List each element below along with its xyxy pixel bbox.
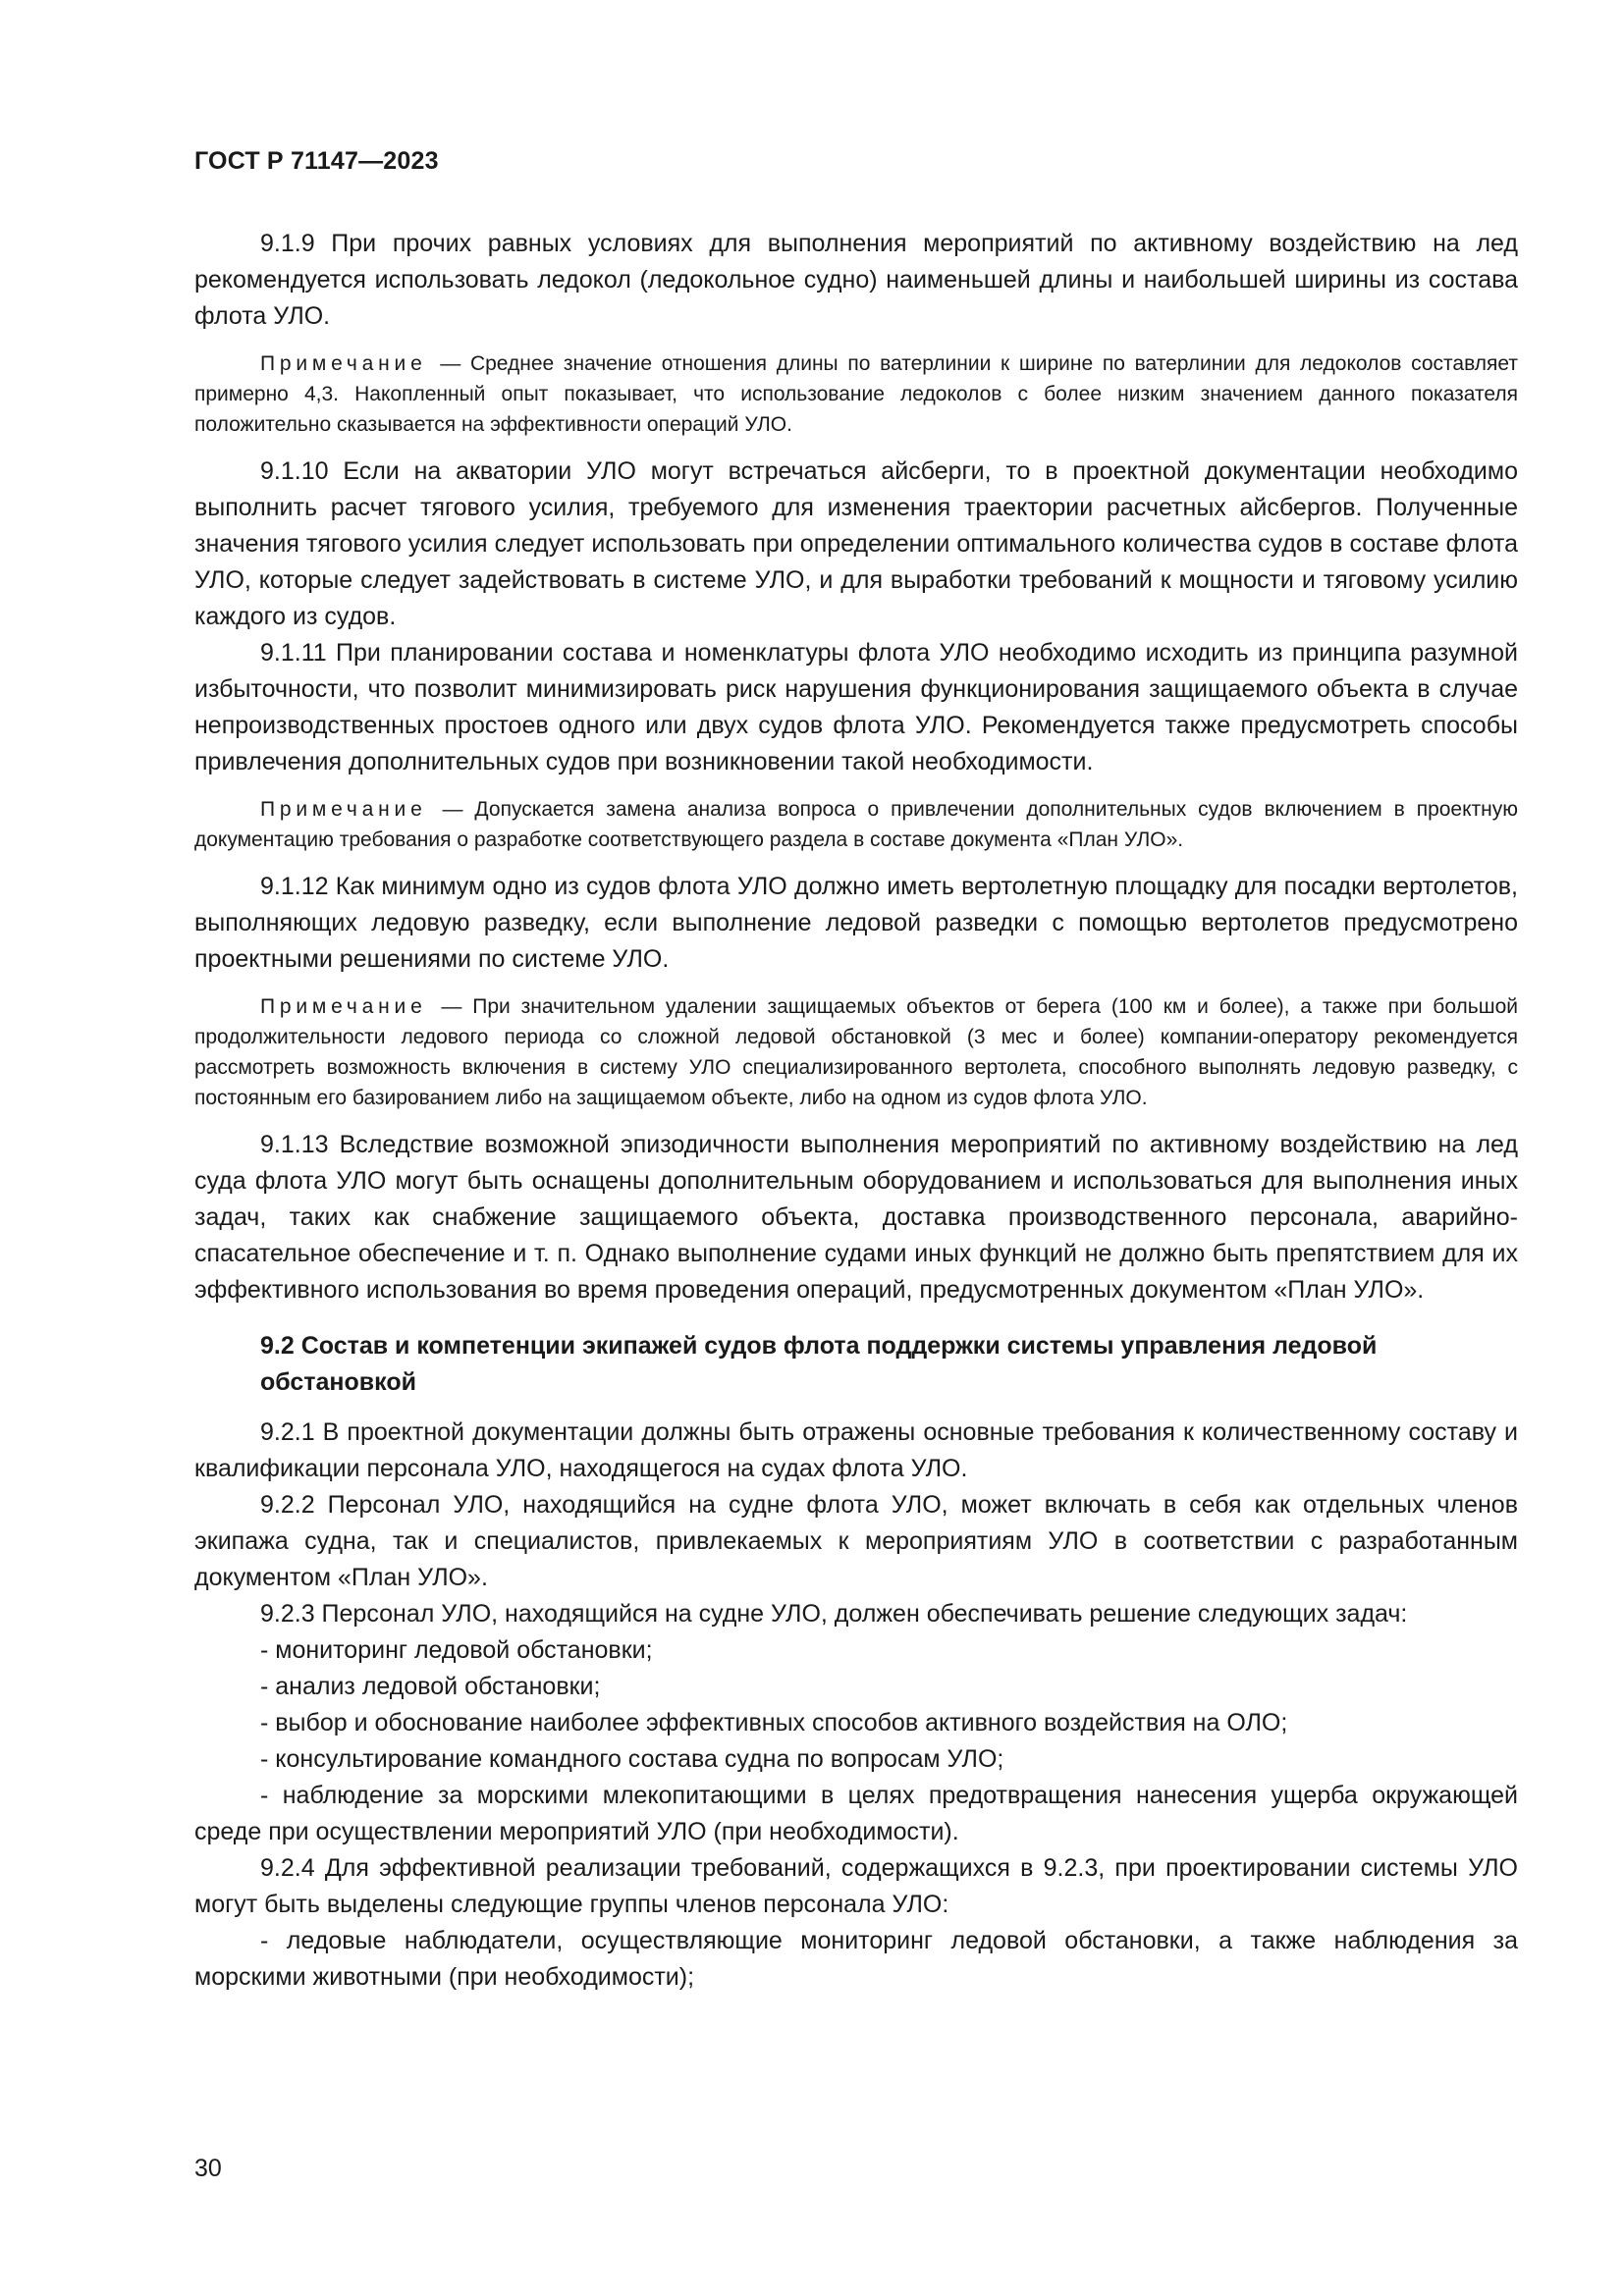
note-text: — Среднее значение отношения длины по ватерлинии к ширине по ватерлинии для ледоколов составляет примерно 4,3. Накопленный опыт показывает, что использование ледоколов с более низким значением данного показателя положительно сказывается на эффективности операций УЛО. [194, 352, 1518, 436]
paragraph-9-2-3: 9.2.3 Персонал УЛО, находящийся на судне УЛО, должен обеспечивать решение следующих задач: [260, 1600, 1408, 1628]
note-text: — Допускается замена анализа вопроса о привлечении дополнительных судов включением в проектную документацию требования о разработке соответствующего раздела в составе документа «План УЛО». [194, 798, 1518, 851]
list-item: - консультирование командного состава судна по вопросам УЛО; [260, 1745, 1004, 1773]
section-heading-9-2: 9.2 Состав и компетенции экипажей судов флота поддержки системы управления ледовой обстановкой [260, 1332, 1378, 1396]
list-item: - наблюдение за морскими млекопитающими в целях предотвращения нанесения ущерба окружающей среде при осуществлении мероприятий УЛО (при необходимости). [194, 1782, 1518, 1845]
paragraph-9-1-10: 9.1.10 Если на акватории УЛО могут встречаться айсберги, то в проектной документации необходимо выполнить расчет тягового усилия, требуемого для изменения траектории расчетных айсбергов. Полученные значения тягового усилия следует использовать при определении оптимального количества судов в составе флота УЛО, которые следует задействовать в системе УЛО, и для выработки требований к мощности и тяговому усилию каждого из судов. [194, 457, 1518, 630]
list-item: - мониторинг ледовой обстановки; [260, 1636, 653, 1664]
paragraph-9-1-9: 9.1.9 При прочих равных условиях для выполнения мероприятий по активному воздействию на лед рекомендуется использовать ледокол (ледокольное судно) наименьшей длины и наибольшей ширины из состава флота УЛО. [194, 230, 1518, 330]
paragraph-9-1-13: 9.1.13 Вследствие возможной эпизодичности выполнения мероприятий по активному воздействию на лед суда флота УЛО могут быть оснащены дополнительным оборудованием и использоваться для выполнения иных задач, таких как снабжение защищаемого объекта, доставка производственного персонала, аварийно-спасательное обеспечение и т. п. Однако выполнение судами иных функций не должно быть препятствием для их эффективного использования во время проведения операций, предусмотренных документом «План УЛО». [194, 1131, 1518, 1304]
document-header: ГОСТ Р 71147—2023 [194, 147, 439, 175]
paragraph-9-2-1: 9.2.1 В проектной документации должны быть отражены основные требования к количественному составу и квалификации персонала УЛО, находящегося на судах флота УЛО. [194, 1418, 1518, 1482]
list-item: - ледовые наблюдатели, осуществляющие мониторинг ледовой обстановки, а также наблюдения за морскими животными (при необходимости); [194, 1927, 1518, 1991]
note-2 [194, 794, 1518, 855]
note-3 [194, 991, 1518, 1113]
note-text: — При значительном удалении защищаемых объектов от берега (100 км и более), а также при большой продолжительности ледового периода со сложной ледовой обстановкой (3 мес и более) компании-оператору рекомендуется рассмотреть возможность включения в систему УЛО специализированного вертолета, способного выполнять ледовую разведку, с постоянным его базированием либо на защищаемом объекте, либо на одном из судов флота УЛО. [194, 995, 1518, 1109]
paragraph-9-1-12: 9.1.12 Как минимум одно из судов флота УЛО должно иметь вертолетную площадку для посадки вертолетов, выполняющих ледовую разведку, если выполнение ледовой разведки с помощью вертолетов предусмотрено проектными решениями по системе УЛО. [194, 873, 1518, 973]
paragraph-9-1-11: 9.1.11 При планировании состава и номенклатуры флота УЛО необходимо исходить из принципа разумной избыточности, что позволит минимизировать риск нарушения функционирования защищаемого объекта в случае непроизводственных простоев одного или двух судов флота УЛО. Рекомендуется также предусмотреть способы привлечения дополнительных судов при возникновении такой необходимости. [194, 639, 1518, 775]
page-number: 30 [194, 2155, 222, 2182]
note-label: Примечание [260, 798, 427, 821]
note-1 [194, 348, 1518, 440]
list-item: - анализ ледовой обстановки; [260, 1673, 601, 1700]
list-item: - выбор и обоснование наиболее эффективных способов активного воздействия на ОЛО; [260, 1709, 1288, 1736]
paragraph-9-2-4: 9.2.4 Для эффективной реализации требований, содержащихся в 9.2.3, при проектировании системы УЛО могут быть выделены следующие группы членов персонала УЛО: [194, 1854, 1518, 1918]
document-body [194, 226, 1518, 1996]
paragraph-9-2-2: 9.2.2 Персонал УЛО, находящийся на судне флота УЛО, может включать в себя как отдельных членов экипажа судна, так и специалистов, привлекаемых к мероприятиям УЛО в соответствии с разработанным документом «План УЛО». [194, 1491, 1518, 1591]
note-label: Примечание [260, 352, 427, 375]
note-label: Примечание [260, 995, 427, 1018]
